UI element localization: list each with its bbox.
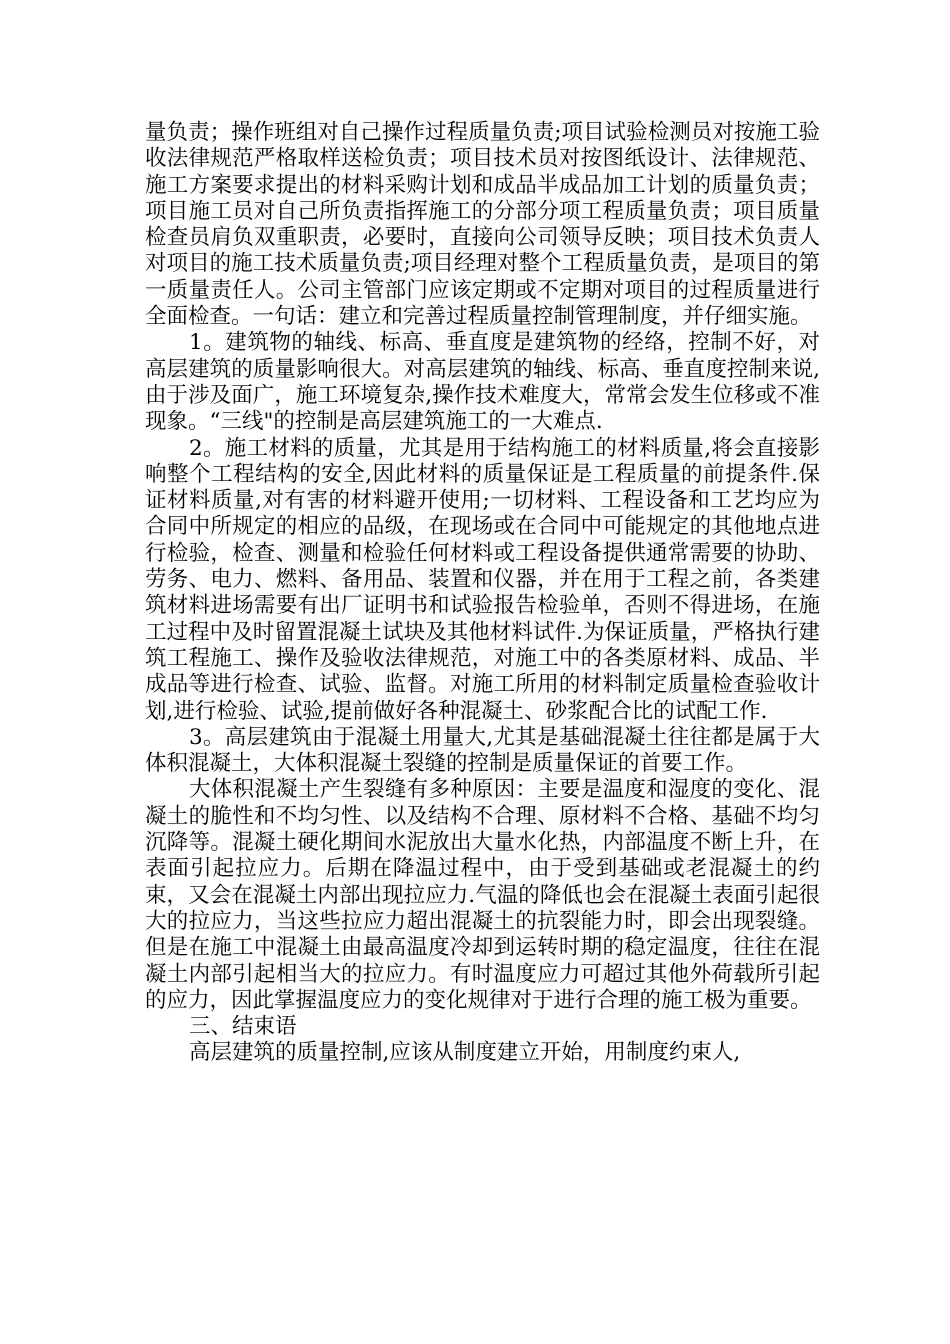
- document-page: [145, 120, 820, 1067]
- paragraph-crack-causes: 大体积混凝土产生裂缝有多种原因：主要是温度和湿度的变化、混凝土的脆性和不均匀性、以及结构不合理、原材料不合格、基础不均匀沉降等。混凝土硬化期间水泥放出大量水化热，内部温度不断上升，在表面引起拉应力。后期在降温过程中，由于受到基础或老混凝土的约束，又会在混凝土内部出现拉应力.气温的降低也会在混凝土表面引起很大的拉应力，当这些拉应力超出混凝土的抗裂能力时，即会出现裂缝。但是在施工中混凝土由最高温度冷却到运转时期的稳定温度，往往在混凝土内部引起相当大的拉应力。有时温度应力可超过其他外荷载所引起的应力，因此掌握温度应力的变化规律对于进行合理的施工极为重要。: [145, 777, 820, 1013]
- paragraph-item-1-axis-control: 1。建筑物的轴线、标高、垂直度是建筑物的经络，控制不好，对高层建筑的质量影响很大。对高层建筑的轴线、标高、垂直度控制来说,由于涉及面广，施工环境复杂,操作技术难度大，常常会发生位移或不准现象。“三线"的控制是高层建筑施工的一大难点.: [145, 330, 820, 435]
- paragraph-item-2-material-quality: 2。施工材料的质量，尤其是用于结构施工的材料质量,将会直接影响整个工程结构的安全,因此材料的质量保证是工程质量的前提条件.保证材料质量,对有害的材料避开使用;一切材料、工程设备和工艺均应为合同中所规定的相应的品级，在现场或在合同中可能规定的其他地点进行检验，检查、测量和检验任何材料或工程设备提供通常需要的协助、劳务、电力、燃料、备用品、装置和仪器，并在用于工程之前，各类建筑材料进场需要有出厂证明书和试验报告检验单，否则不得进场，在施工过程中及时留置混凝土试块及其他材料试件.为保证质量，严格执行建筑工程施工、操作及验收法律规范，对施工中的各类原材料、成品、半成品等进行检查、试验、监督。对施工所用的材料制定质量检查验收计划,进行检验、试验,提前做好各种混凝土、砂浆配合比的试配工作.: [145, 435, 820, 724]
- paragraph-responsibilities: 量负责；操作班组对自己操作过程质量负责;项目试验检测员对按施工验收法律规范严格取样送检负责；项目技术员对按图纸设计、法律规范、施工方案要求提出的材料采购计划和成品半成品加工计划的质量负责；项目施工员对自己所负责指挥施工的分部分项工程质量负责；项目质量检查员肩负双重职责，必要时，直接向公司领导反映；项目技术负责人对项目的施工技术质量负责;项目经理对整个工程质量负责，是项目的第一质量责任人。公司主管部门应该定期或不定期对项目的过程质量进行全面检查。一句话：建立和完善过程质量控制管理制度，并仔细实施。: [145, 120, 820, 330]
- paragraph-item-3-concrete: 3。高层建筑由于混凝土用量大,尤其是基础混凝土往往都是属于大体积混凝土，大体积混凝土裂缝的控制是质量保证的首要工作。: [145, 724, 820, 777]
- paragraph-conclusion: 高层建筑的质量控制,应该从制度建立开始，用制度约束人,: [189, 1040, 741, 1066]
- section-heading-conclusion: 三、结束语: [189, 1014, 297, 1040]
